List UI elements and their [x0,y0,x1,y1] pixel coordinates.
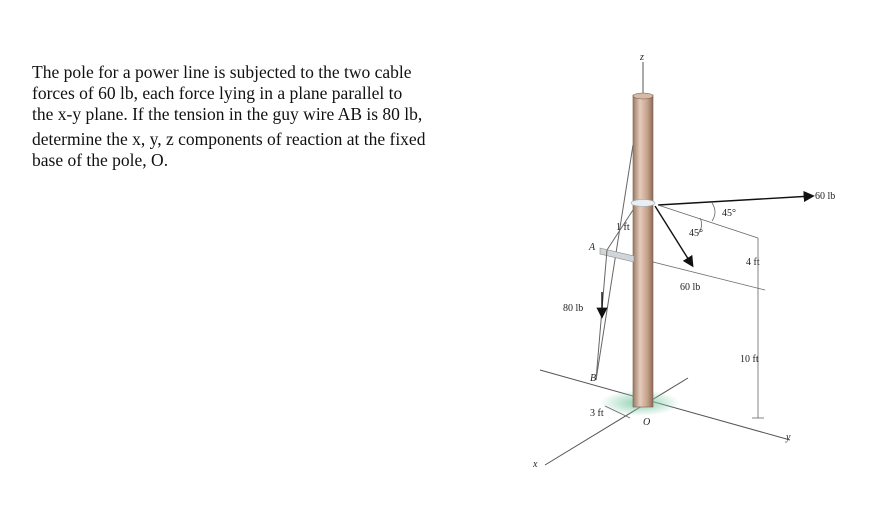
force-right-arrow [658,196,812,205]
dim-1ft-label: 1 ft [616,222,630,233]
pole-collar [631,200,655,207]
force-right-label: 60 lb [815,191,836,202]
z-axis-label: z [640,52,644,63]
pole [633,95,653,407]
angle-lower-label: 45° [689,228,703,239]
dim-3ft-label: 3 ft [590,408,604,419]
angle-guides [658,203,758,238]
ground-axes [540,370,790,465]
point-o-label: O [643,417,651,428]
problem-line-4: determine the x, y, z components of reaction at the fixed [32,129,426,149]
pole-top [633,93,653,99]
y-axis-label: y [786,432,791,443]
point-b-label: B [590,373,597,384]
problem-line-1: The pole for a power line is subjected to the two cable [32,62,412,82]
dim-10ft-label: 10 ft [740,354,759,365]
guy-force-label: 80 lb [563,303,584,314]
angle-upper-label: 45° [722,208,736,219]
problem-line-5: base of the pole, O. [32,150,169,170]
dim-4ft-label: 4 ft [746,257,760,268]
point-a-label: A [589,242,596,253]
force-down-arrow [655,206,692,265]
guy-wire [596,145,634,380]
problem-line-2: forces of 60 lb, each force lying in a plane parallel to [32,83,403,103]
force-down-label: 60 lb [680,282,701,293]
x-axis-label: x [533,459,538,470]
problem-line-3: the x-y plane. If the tension in the guy wire AB is 80 lb, [32,104,423,124]
